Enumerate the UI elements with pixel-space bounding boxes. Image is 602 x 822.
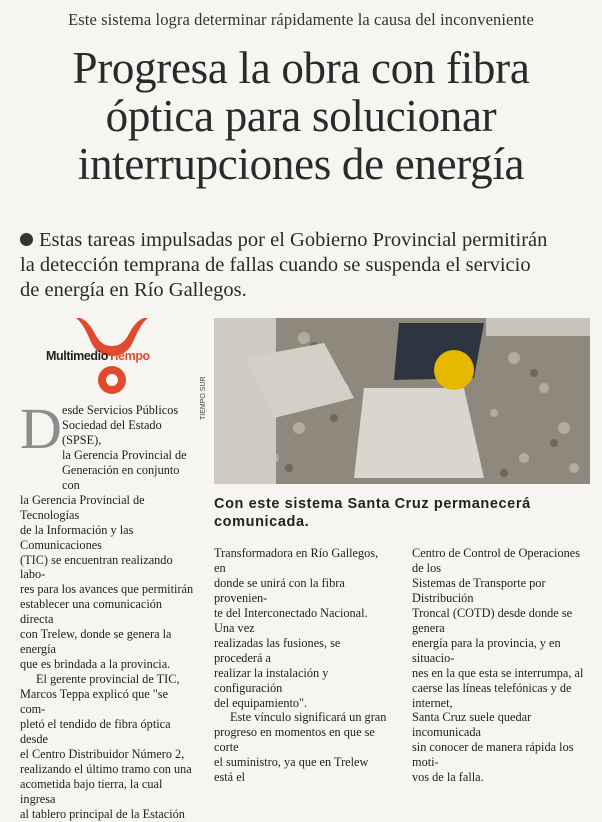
article-column-3 [412, 546, 588, 785]
body-line: Centro de Control de Operaciones de los [412, 546, 581, 575]
body-line: pletó el tendido de fibra óptica desde [20, 717, 171, 746]
lead-line: de energía en Río Gallegos. [20, 279, 247, 301]
news-photo [214, 318, 590, 484]
body-line: vos de la falla. [412, 770, 484, 785]
body-line: de la Información y las Comunicaciones [20, 522, 134, 552]
body-line: Transformadora en Río Gallegos, en [214, 546, 379, 575]
body-line: del equipamiento". [214, 695, 308, 710]
logo-wordmark [46, 349, 150, 363]
article-column-1 [20, 396, 196, 822]
body-line: progreso en momentos en que se corte [214, 725, 375, 755]
drop-cap: D [20, 396, 62, 461]
body-line: realizar la instalación y configuración [214, 665, 329, 695]
lead-line: Estas tareas impulsadas por el Gobierno Provincial permitirán [39, 229, 548, 251]
body-line: Santa Cruz suele quedar incomunicada [412, 710, 532, 740]
body-line: te del Interconectado Nacional. Una vez [214, 605, 368, 635]
body-line: realizando el último tramo con una [20, 761, 192, 776]
body-line: la Gerencia Provincial de Tecnologías [20, 492, 145, 522]
body-line: donde se unirá con la fibra provenien- [214, 575, 345, 605]
body-line: realizadas las fusiones, se procederá a [214, 635, 341, 665]
body-line: el Centro Distribuidor Número 2, [20, 746, 185, 761]
body-line: Sistemas de Transporte por Distribución [412, 575, 546, 605]
body-line: la Gerencia Provincial de [62, 447, 187, 462]
article-column-2 [214, 546, 390, 785]
body-line: (TIC) se encuentran realizando labo- [20, 552, 173, 582]
kicker: Este sistema logra determinar rápidamente la causa del inconveniente [68, 10, 534, 29]
photo-credit: TIEMPO SUR [200, 376, 207, 420]
bullet-icon [20, 233, 33, 246]
body-line: res para los avances que permitirán [20, 582, 194, 597]
headline-line: interrupciones de energía [77, 139, 525, 189]
body-line: con Trelew, donde se genera la energía [20, 627, 172, 657]
body-line: al tablero principal de la Estación [20, 806, 185, 821]
body-line: establecer una comunicación directa [20, 597, 163, 627]
lead-line: la detección temprana de fallas cuando se suspenda el servicio [20, 254, 531, 276]
headline [0, 44, 602, 188]
body-line: Generación en conjunto con [62, 462, 180, 492]
logo-part1: Multimedio [46, 349, 108, 363]
body-line: El gerente provincial de TIC, [36, 672, 180, 687]
body-line: sin conocer de manera rápida los moti- [412, 740, 574, 770]
headline-line: óptica para solucionar [105, 91, 497, 141]
logo-part2: Tiempo [107, 349, 150, 363]
body-line: caerse las líneas telefónicas y de internet, [412, 680, 572, 710]
body-line: acometida bajo tierra, la cual ingresa [20, 776, 163, 806]
body-line: Este vínculo significará un gran [230, 710, 387, 725]
body-line: el suministro, ya que en Trelew está el [214, 755, 369, 785]
caption-line: comunicada. [214, 514, 310, 530]
body-line: nes en la que esta se interrumpa, al [412, 665, 584, 680]
body-line: esde Servicios Públicos [62, 403, 179, 417]
photo-caption [214, 495, 594, 531]
body-line: Sociedad del Estado (SPSE), [62, 417, 162, 447]
caption-line: Con este sistema Santa Cruz permanecerá [214, 496, 531, 512]
lead-paragraph [20, 228, 590, 303]
body-line: energía para la provincia, y en situacio- [412, 635, 561, 665]
body-line: Troncal (COTD) desde donde se genera [412, 605, 573, 635]
body-line: Marcos Teppa explicó que "se com- [20, 687, 169, 717]
headline-line: Progresa la obra con fibra [72, 43, 530, 93]
body-line: que es brindada a la provincia. [20, 657, 171, 672]
